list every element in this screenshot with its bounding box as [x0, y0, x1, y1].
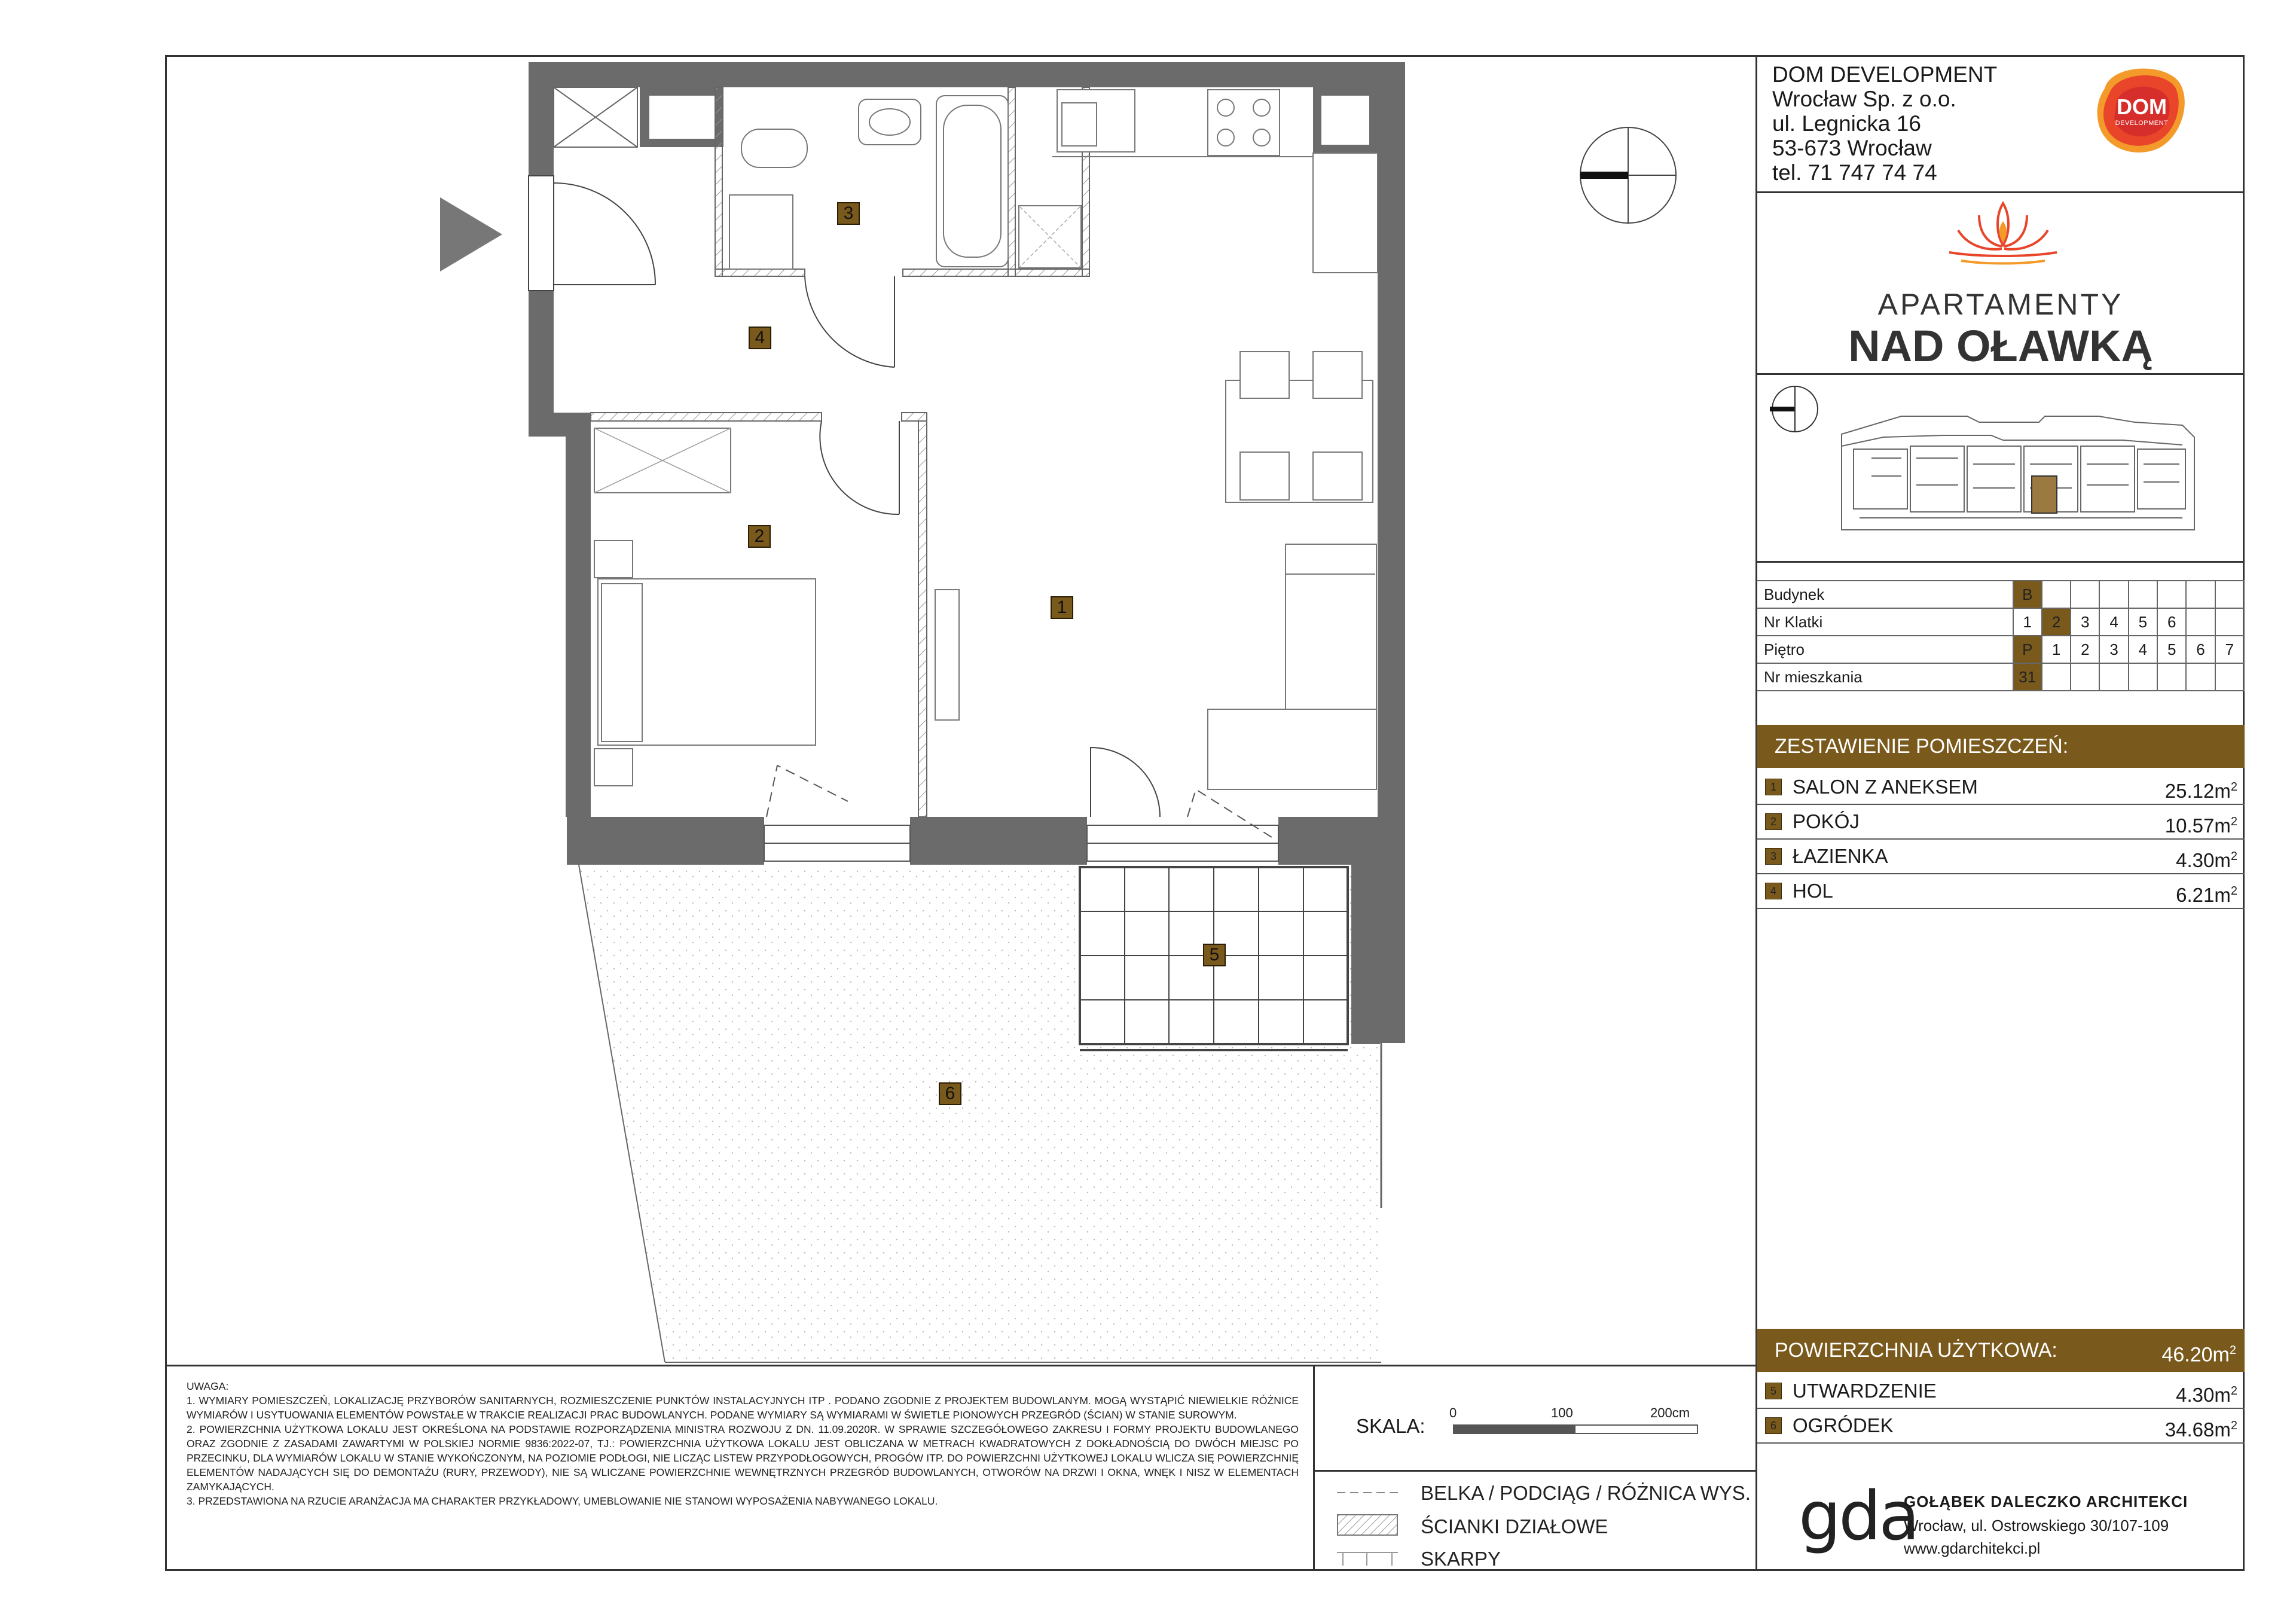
key-plan [1764, 380, 2236, 554]
panel-line-1 [1755, 191, 2245, 193]
building-value: B [2013, 581, 2042, 608]
floor-cell-selected: P [2013, 636, 2042, 663]
floor-cell: 5 [2157, 636, 2186, 663]
notes-title: UWAGA: [187, 1380, 229, 1392]
extra-area-unit: 2 [2230, 1384, 2237, 1398]
plan-label-room-6: 6 [939, 1082, 961, 1105]
room-name: POKÓJ [1793, 810, 1860, 832]
developer-info [1772, 62, 1997, 185]
logo-text-development: DEVELOPMENT [2115, 120, 2169, 127]
rooms-heading-text: ZESTAWIENIE POMIESZCZEŃ: [1775, 735, 2069, 758]
extra-area-value: 34.68m [2164, 1418, 2231, 1441]
note-item: 2. POWIERZCHNIA UŻYTKOWA LOKALU JEST OKREŚLONA NA PODSTAWIE ROZPORZĄDZENIA MINISTRA ROZWOJU Z DN. 11.09.2020R. W SPRAWIE SZCZEGÓŁOWEGO ZAKRESU I FORMY PROJEKTU BUDOWLANEGO ORAZ ZGODNIE Z ZASADAMI ZAWARTYMI W POLSKIEJ NORMIE 9836:2022-07, TJ.: POWIERZCHNIA UŻYTKOWA LOKALU JEST OBLICZANA W METRACH KWADRATOWYCH Z DOKŁADNOŚCIĄ DO DWÓCH MIEJSC PO PRZECINKU, DLA WYMIARÓW LOKALU W STANIE WYKOŃCZONYM, NA POZIOMIE PODŁOGI, NIE LICZĄC LISTEW PRZYPODŁOGOWYCH, PROGÓW ITP. DO POWIERZCHNI UŻYTKOWEJ LOKALU WLICZA SIĘ POWIERZCHNIĘ ELEMENTÓW NADAJĄCYCH SIĘ DO DEMONTAŻU (RURY, PRZEWODY), NIE SĄ WLICZANE POWIERZCHNIE WEWNĘTRZNYCH PRZEGRÓD BUDOWLANYCH, OTWORÓW NA DRZWI I OKNA, WNĘK I NISZ W ELEMENTACH ZAMYKAJĄCYCH. [187, 1423, 1299, 1493]
project-title-top: APARTAMENTY [1877, 288, 2124, 321]
partition-legend-icon [1337, 1514, 1398, 1536]
room-area: 10.57m [2164, 814, 2231, 837]
floor-cell: 4 [2129, 636, 2157, 663]
room-row [1757, 805, 2245, 840]
floor-row [1757, 636, 2244, 663]
usable-area-bar [1757, 1329, 2245, 1372]
stair-cell: 4 [2099, 608, 2128, 636]
apartment-number: 31 [2013, 663, 2042, 691]
project-title-bottom: NAD OŁAWKĄ [1848, 321, 2153, 371]
developer-name: DOM DEVELOPMENT [1772, 62, 1998, 87]
plan-label-room-2: 2 [748, 525, 771, 548]
panel-line-3 [1755, 561, 2245, 563]
stair-cell-selected: 2 [2042, 608, 2071, 636]
room-row [1757, 840, 2245, 874]
room-name: HOL [1793, 880, 1833, 902]
extra-area-name: OGRÓDEK [1793, 1414, 1894, 1436]
room-number: 1 [1765, 779, 1782, 795]
extra-area-number: 5 [1765, 1383, 1782, 1399]
stair-cell: 5 [2129, 608, 2157, 636]
extra-area-unit: 2 [2230, 1419, 2237, 1432]
room-area-unit: 2 [2230, 780, 2237, 794]
building-row [1757, 581, 2244, 608]
room-area-unit: 2 [2230, 850, 2237, 863]
developer-street: ul. Legnicka 16 [1772, 111, 1921, 136]
room-number: 2 [1765, 813, 1782, 830]
room-row [1757, 770, 2245, 805]
legend-divider [1313, 1470, 1757, 1472]
notes-divider [165, 1365, 1757, 1366]
developer-company: Wrocław Sp. z o.o. [1772, 87, 1956, 111]
apartment-row [1757, 663, 2244, 691]
floor-plan [419, 60, 1555, 1363]
scale-divider [1313, 1365, 1315, 1571]
room-name: ŁAZIENKA [1793, 845, 1888, 867]
room-name: SALON Z ANEKSEM [1793, 776, 1978, 798]
extra-area-number: 6 [1765, 1417, 1782, 1434]
panel-line-2 [1755, 373, 2245, 375]
compass-icon [1577, 124, 1679, 226]
stair-cell: 1 [2013, 608, 2042, 636]
plan-label-room-1: 1 [1051, 596, 1073, 619]
room-row [1757, 874, 2245, 909]
usable-area-value: 46.20m [2161, 1343, 2230, 1366]
usable-area-label: POWIERZCHNIA UŻYTKOWA: [1775, 1339, 2057, 1362]
reveal-legend-icon [1337, 1551, 1398, 1566]
usable-area-unit: 2 [2229, 1344, 2236, 1357]
room-number: 4 [1765, 883, 1782, 899]
dom-development-logo [2093, 65, 2188, 154]
floor-cell: 1 [2042, 636, 2071, 663]
floor-label: Piętro [1757, 636, 2013, 663]
scale-tick-0: 0 [1449, 1405, 1457, 1420]
plan-label-room-3: 3 [837, 202, 860, 225]
developer-phone: tel. 71 747 74 74 [1772, 160, 1937, 185]
stair-cell: 6 [2157, 608, 2186, 636]
room-area: 25.12m [2164, 780, 2231, 802]
floor-cell: 7 [2215, 636, 2244, 663]
floor-cell: 2 [2071, 636, 2099, 663]
beam-legend-icon [1337, 1487, 1398, 1499]
room-number: 3 [1765, 848, 1782, 865]
plan-label-room-5: 5 [1203, 944, 1226, 966]
scale-label: SKALA: [1356, 1415, 1425, 1437]
architect-web: www.gdarchitekci.pl [1904, 1539, 2041, 1557]
stair-label: Nr Klatki [1757, 608, 2013, 636]
note-item: 1. WYMIARY POMIESZCZEŃ, LOKALIZACJĘ PRZYBORÓW SANITARNYCH, ROZMIESZCZENIE PUNKTÓW INSTALACYJNYCH ITP . PODANO ZGODNIE Z PROJEKTEM BUDOWLANYM. MOGĄ WYSTĄPIĆ NIEWIELKIE RÓŻNICE WYMIARÓW I USYTUOWANIA ELEMENTÓW POWSTAŁE W TRAKCIE REALIZACJI PRAC BUDOWLANYCH. PODANE WYMIARY SĄ WYMIARAMI W ŚWIETLE PIONOWYCH PRZEGRÓD (ŚCIAN) W STANIE SUROWYM. [187, 1395, 1299, 1421]
logo-text-dom: DOM [2117, 94, 2167, 119]
architect-address: Wrocław, ul. Ostrowskiego 30/107-109 [1904, 1517, 2169, 1534]
entrance-arrow-icon [440, 197, 502, 271]
architect-logo: gda [1799, 1478, 1918, 1555]
lotus-icon [1943, 197, 2063, 269]
room-area: 6.21m [2176, 884, 2231, 906]
extra-area-row [1757, 1374, 2245, 1409]
extra-area-name: UTWARDZENIE [1793, 1380, 1937, 1402]
scale-tick-200: 200cm [1650, 1405, 1690, 1420]
note-item: 3. PRZEDSTAWIONA NA RZUCIE ARANŻACJA MA CHARAKTER PRZYKŁADOWY, UMEBLOWANIE NIE STANOWI WYPOSAŻENIA NABYWANEGO LOKALU. [187, 1495, 938, 1507]
scale-bar [1453, 1424, 1698, 1434]
room-area: 4.30m [2176, 849, 2231, 871]
apartment-info-table [1757, 580, 2245, 691]
developer-city: 53-673 Wrocław [1772, 136, 1932, 160]
beam-legend-label: BELKA / PODCIĄG / RÓŻNICA WYS. [1421, 1482, 1751, 1504]
stair-cell: 3 [2071, 608, 2099, 636]
architect-name: GOŁĄBEK DALECZKO ARCHITEKCI [1904, 1493, 2188, 1511]
notes-block [187, 1379, 1299, 1508]
reveal-legend-label: SKARPY [1421, 1548, 1501, 1570]
scale-tick-100: 100 [1551, 1405, 1573, 1420]
stair-row [1757, 608, 2244, 636]
building-label: Budynek [1757, 581, 2013, 608]
rooms-heading [1757, 725, 2245, 768]
plan-label-room-4: 4 [749, 327, 771, 349]
room-area-unit: 2 [2230, 884, 2237, 898]
apartment-label: Nr mieszkania [1757, 663, 2013, 691]
floor-cell: 6 [2186, 636, 2215, 663]
extra-area-value: 4.30m [2176, 1384, 2231, 1406]
floor-cell: 3 [2099, 636, 2128, 663]
extra-area-row [1757, 1409, 2245, 1444]
room-area-unit: 2 [2230, 815, 2237, 828]
partition-legend-label: ŚCIANKI DZIAŁOWE [1421, 1515, 1608, 1537]
